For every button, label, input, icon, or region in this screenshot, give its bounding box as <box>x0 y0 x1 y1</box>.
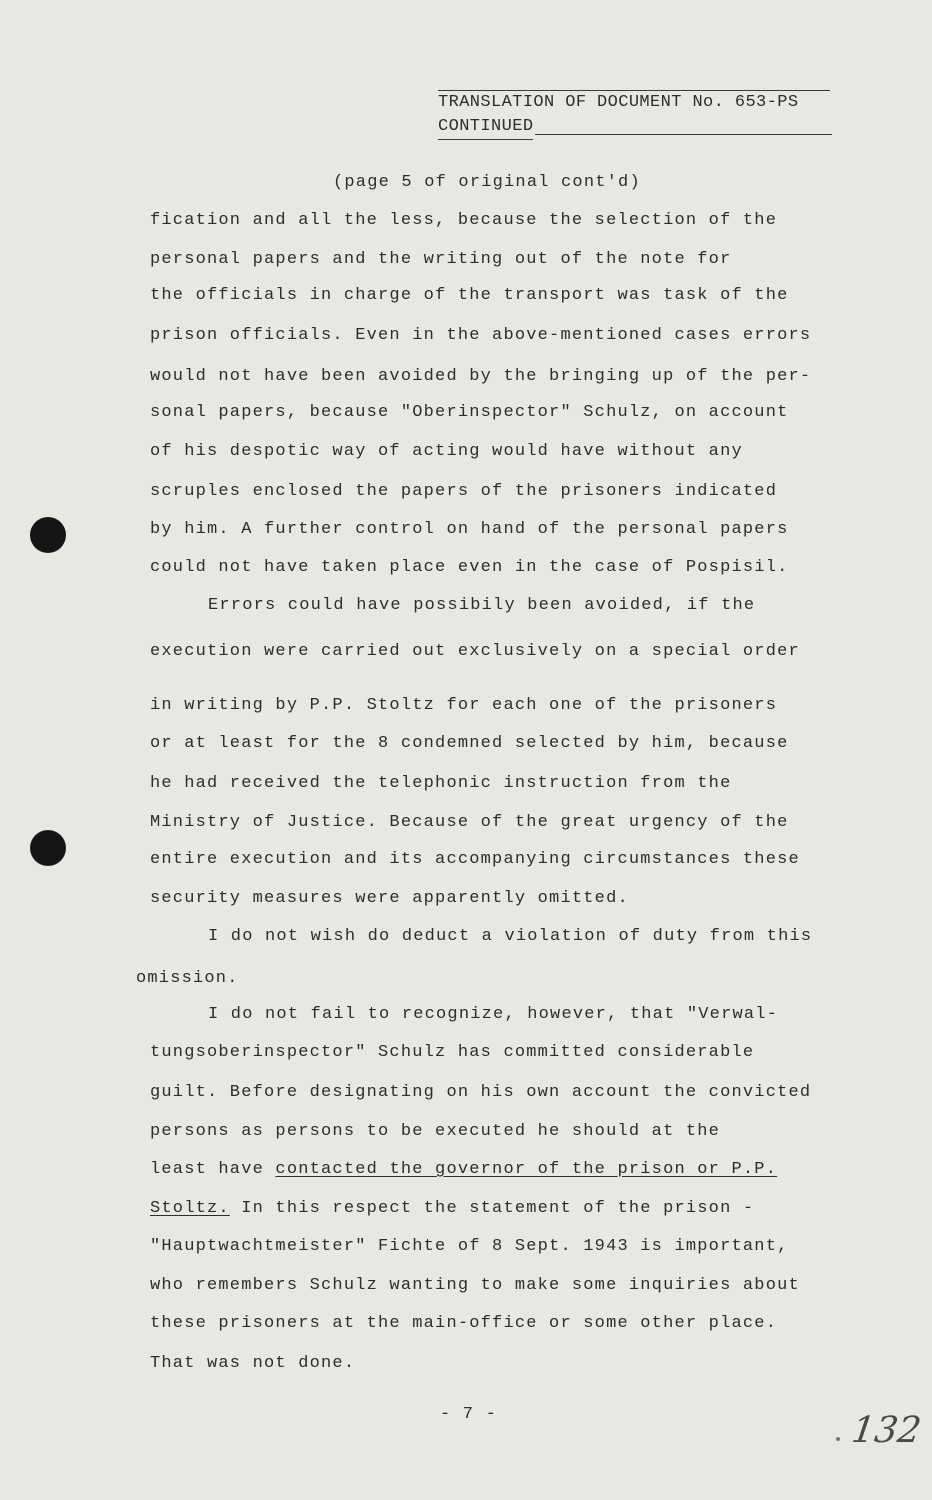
underlined-text: Stoltz. <box>150 1199 230 1218</box>
body-line: omission. <box>136 969 239 988</box>
body-line: he had received the telephonic instruction from the <box>150 774 732 793</box>
body-line: I do not fail to recognize, however, that "Verwal- <box>208 1005 779 1024</box>
header-continued-row <box>438 115 832 140</box>
body-line: would not have been avoided by the bringing up of the per- <box>150 367 812 386</box>
body-line: I do not wish do deduct a violation of duty from this <box>208 927 813 946</box>
document-header <box>438 90 832 140</box>
body-line: personal papers and the writing out of the note for <box>150 250 732 269</box>
body-line: or at least for the 8 condemned selected by him, because <box>150 734 789 753</box>
body-line: prison officials. Even in the above-mentioned cases errors <box>150 326 812 345</box>
body-text: least have <box>150 1160 276 1179</box>
body-line: execution were carried out exclusively on a special order <box>150 642 800 661</box>
pencil-dot <box>836 1437 840 1441</box>
body-line: entire execution and its accompanying circumstances these <box>150 850 800 869</box>
body-line: tungsoberinspector" Schulz has committed considerable <box>150 1043 755 1062</box>
punch-hole <box>30 517 66 553</box>
body-line: persons as persons to be executed he should at the <box>150 1122 721 1141</box>
body-line <box>150 1198 754 1220</box>
body-text: In this respect the statement of the prison - <box>229 1199 755 1218</box>
punch-hole <box>30 830 66 866</box>
body-line: these prisoners at the main-office or some other place. <box>150 1314 778 1333</box>
body-line: who remembers Schulz wanting to make some inquiries about <box>150 1276 800 1295</box>
header-bottom-rule <box>535 134 832 135</box>
body-line: "Hauptwachtmeister" Fichte of 8 Sept. 1943 is important, <box>150 1237 789 1256</box>
body-line: could not have taken place even in the case of Pospisil. <box>150 558 789 577</box>
body-line <box>150 1159 777 1181</box>
body-line: fication and all the less, because the selection of the <box>150 211 778 230</box>
body-line: guilt. Before designating on his own account the convicted <box>150 1083 812 1102</box>
page-number: - 7 - <box>440 1405 498 1424</box>
body-line: That was not done. <box>150 1354 356 1373</box>
page-note: (page 5 of original cont'd) <box>333 173 641 192</box>
body-line: in writing by P.P. Stoltz for each one of the prisoners <box>150 696 778 715</box>
body-line: Errors could have possibily been avoided, if the <box>208 596 756 615</box>
underlined-text: contacted the governor of the prison or P.P. <box>275 1160 778 1179</box>
body-line: security measures were apparently omitted. <box>150 889 629 908</box>
body-line: the officials in charge of the transport was task of the <box>150 286 789 305</box>
body-line: by him. A further control on hand of the personal papers <box>150 520 789 539</box>
body-line: of his despotic way of acting would have without any <box>150 442 743 461</box>
body-line: Ministry of Justice. Because of the great urgency of the <box>150 813 789 832</box>
body-line: scruples enclosed the papers of the prisoners indicated <box>150 482 778 501</box>
header-continued: CONTINUED <box>438 115 533 140</box>
body-line: sonal papers, because "Oberinspector" Schulz, on account <box>150 403 789 422</box>
handwritten-page-number: 132 <box>849 1410 924 1451</box>
header-title: TRANSLATION OF DOCUMENT No. 653-PS <box>438 93 799 112</box>
